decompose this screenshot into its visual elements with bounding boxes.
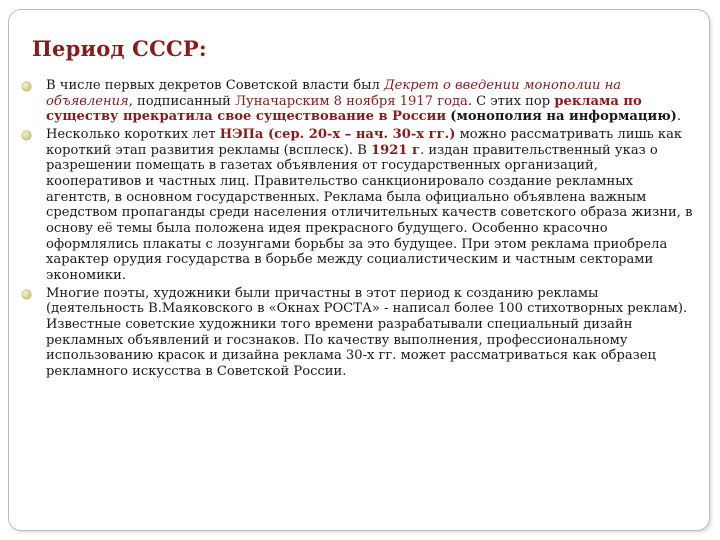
- signatory-date: Луначарским 8 ноября 1917 года: [235, 93, 468, 109]
- text-segment: .: [676, 109, 682, 125]
- bullet-text: [46, 286, 687, 379]
- bullet-dot-icon: [22, 82, 31, 91]
- bullet-text: [46, 127, 692, 283]
- monopoly-note: (монополия на информацию): [450, 109, 677, 125]
- slide-title: Период СССР:: [32, 36, 207, 61]
- bullet-item-3: [20, 286, 696, 380]
- bullet-dot-icon: [22, 131, 31, 140]
- bullet-dot-icon: [22, 290, 31, 299]
- text-segment: Многие поэты, художники были причастны в этот период к созданию рекламы (деятельность В.Маяковского в «Окнах РОСТА» - написал более 100 стихотворных реклам). Известные советские художники того времени разрабатывали специальный дизайн рекламных объявлений и госзнаков. По качеству выполнения, профессиональному использованию красок и дизайна реклама 30-х гг. может рассматриваться как образец рекламного искусства в Советской России.: [46, 285, 688, 379]
- nep-period: НЭПа (сер. 20-х – нач. 30-х гг.): [219, 126, 456, 142]
- text-segment: , подписанный: [128, 93, 236, 109]
- text-segment: можно рассматривать лишь как короткий этап развития рекламы (всплеск). В: [46, 126, 683, 158]
- bullet-item-1: [20, 78, 696, 125]
- text-segment: . С этих пор: [467, 93, 555, 109]
- bullet-text: [46, 78, 681, 124]
- bullet-item-2: [20, 127, 696, 284]
- highlight-statement: реклама по существу прекратила свое существование в России: [46, 93, 642, 125]
- text-segment: В числе первых декретов Советской власти был: [46, 78, 385, 93]
- bullet-list: [20, 78, 696, 379]
- decree-name: Декрет о введении монополии на объявления: [46, 78, 622, 109]
- year-1921: 1921 г: [371, 142, 421, 158]
- text-segment: Несколько коротких лет: [46, 126, 220, 142]
- text-segment: . издан правительственный указ о разрешении помещать в газетах объявления от государственных организаций, кооперативов и частных лиц. Правительство санкционировало создание рекламных агентств, в основном государственных. Реклама была официально объявлена важным средством пропаганды среди населения отличительных качеств советского образа жизни, в основу её темы была положена идея прекрасного будущего. Особенно красочно оформлялись плакаты с лозунгами борьбы за это будущее. При этом реклама приобрела характер орудия государства в борьбе между социалистическим и частным секторами экономики.: [46, 142, 693, 283]
